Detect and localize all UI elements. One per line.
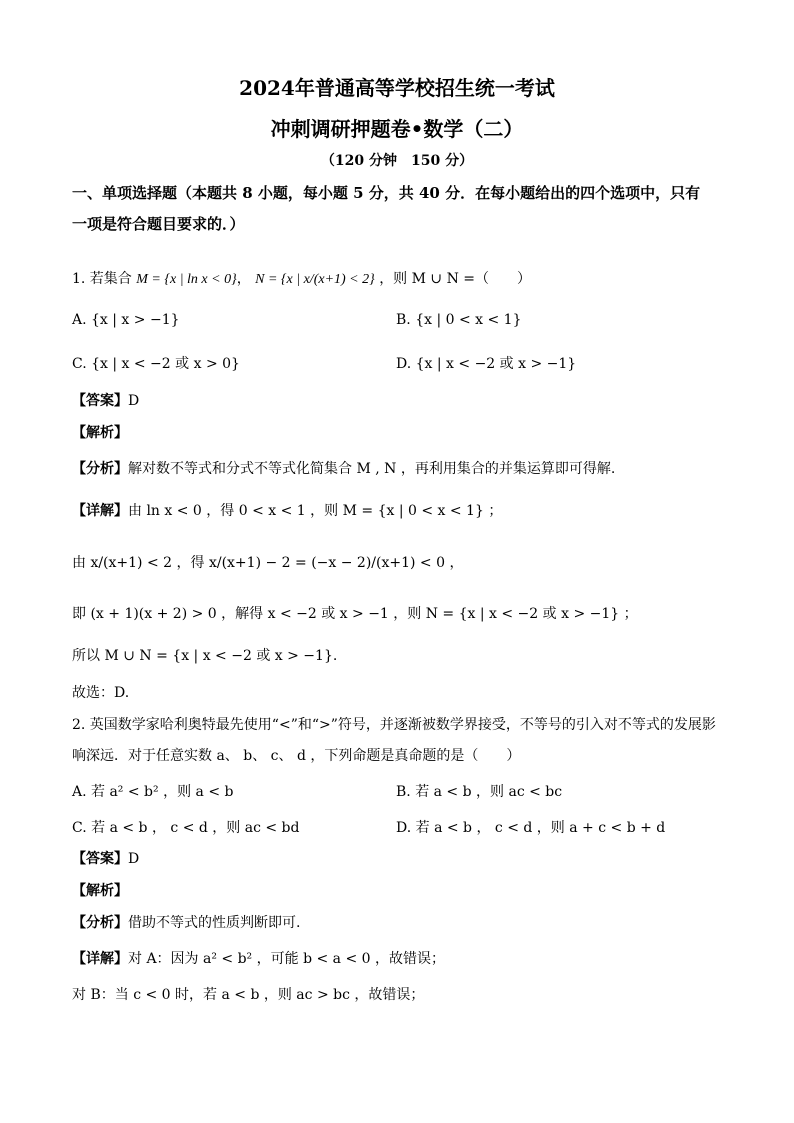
q2-option-b: B. 若 a < b ，则 ac < bc <box>396 784 563 800</box>
question-1-stem <box>72 268 531 288</box>
q2-answer <box>72 848 139 868</box>
q1-set-n: N = {x | x/(x+1) < 2} <box>255 272 375 287</box>
q1-option-d: D. {x | x < −2 或 x > −1} <box>396 356 577 372</box>
q1-xiangjie-line2: 由 x/(x+1) < 2 ，得 x/(x+1) − 2 = (−x − 2)/(x+1) < 0 ， <box>72 555 464 571</box>
q1-xiangjie-1: 由 ln x < 0 ，得 0 < x < 1 ，则 M = {x | 0 < x < 1} ； <box>128 503 503 519</box>
q2-answer-value: D <box>128 851 140 867</box>
q1-analysis-tag: 【解析】 <box>72 425 128 441</box>
section-heading-line1: 一、单项选择题（本题共 8 小题，每小题 5 分，共 40 分．在每小题给出的四个选项中，只有 <box>72 184 701 202</box>
exam-duration-score: （120 分钟 150 分） <box>320 153 474 169</box>
q2-fenxi-text: 借助不等式的性质判断即可. <box>128 915 301 931</box>
exam-subtitle: 冲刺调研押题卷•数学（二） <box>270 117 524 141</box>
q1-xiangjie-line5: 故选：D. <box>72 685 130 701</box>
q1-xiangjie-line4: 所以 M ∪ N = {x | x < −2 或 x > −1}. <box>72 648 338 664</box>
q1-fenxi-tag: 【分析】 <box>72 461 128 477</box>
q2-xiangjie-line1 <box>72 948 445 968</box>
q2-option-c: C. 若 a < b ， c < d ，则 ac < bd <box>72 820 300 836</box>
q2-option-a: A. 若 a² < b² ，则 a < b <box>72 784 234 800</box>
q1-set-m: M = {x | ln x < 0} <box>136 272 237 287</box>
question-2-stem-line1: 2. 英国数学家哈利奥特最先使用“<”和“>”符号，并逐渐被数学界接受，不等号的引入对不等式的发展影 <box>72 717 716 733</box>
q2-option-d: D. 若 a < b ， c < d ，则 a + c < b + d <box>396 820 666 836</box>
q2-fenxi <box>72 912 300 932</box>
q1-answer-value: D <box>128 393 140 409</box>
q2-analysis-tag: 【解析】 <box>72 883 128 899</box>
question-2-stem-line2: 响深远．对于任意实数 a、 b、 c、 d ，下列命题是真命题的是（ ） <box>72 748 521 764</box>
q2-xiangjie-tag: 【详解】 <box>72 951 128 967</box>
section-heading-line2: 一项是符合题目要求的．） <box>72 215 245 233</box>
exam-title: 2024年普通高等学校招生统一考试 <box>239 76 555 100</box>
q1-option-a: A. {x | x > −1} <box>72 312 180 328</box>
q1-fenxi <box>72 458 615 478</box>
q1-answer-tag: 【答案】 <box>72 393 128 409</box>
q1-separator: ， <box>236 271 251 287</box>
q2-answer-tag: 【答案】 <box>72 851 128 867</box>
q1-xiangjie-tag: 【详解】 <box>72 503 128 519</box>
q1-xiangjie-line3: 即 (x + 1)(x + 2) > 0 ，解得 x < −2 或 x > −1 ，则 N = {x | x < −2 或 x > −1} ； <box>72 606 638 622</box>
q1-option-b: B. {x | 0 < x < 1} <box>396 312 522 328</box>
q1-answer <box>72 390 139 410</box>
q1-fenxi-text: 解对数不等式和分式不等式化简集合 M , N ，再利用集合的并集运算即可得解. <box>128 461 616 477</box>
q1-xiangjie-line1 <box>72 500 502 520</box>
q2-fenxi-tag: 【分析】 <box>72 915 128 931</box>
q2-xiangjie-line2: 对 B：当 c < 0 时，若 a < b ，则 ac > bc ，故错误； <box>72 987 425 1003</box>
q1-stem-prefix: 1. 若集合 <box>72 271 132 287</box>
q1-stem-suffix: ，则 M ∪ N =（ ） <box>379 271 532 287</box>
q2-xiangjie-1: 对 A：因为 a² < b² ，可能 b < a < 0 ，故错误； <box>128 951 446 967</box>
q1-option-c: C. {x | x < −2 或 x > 0} <box>72 356 240 372</box>
